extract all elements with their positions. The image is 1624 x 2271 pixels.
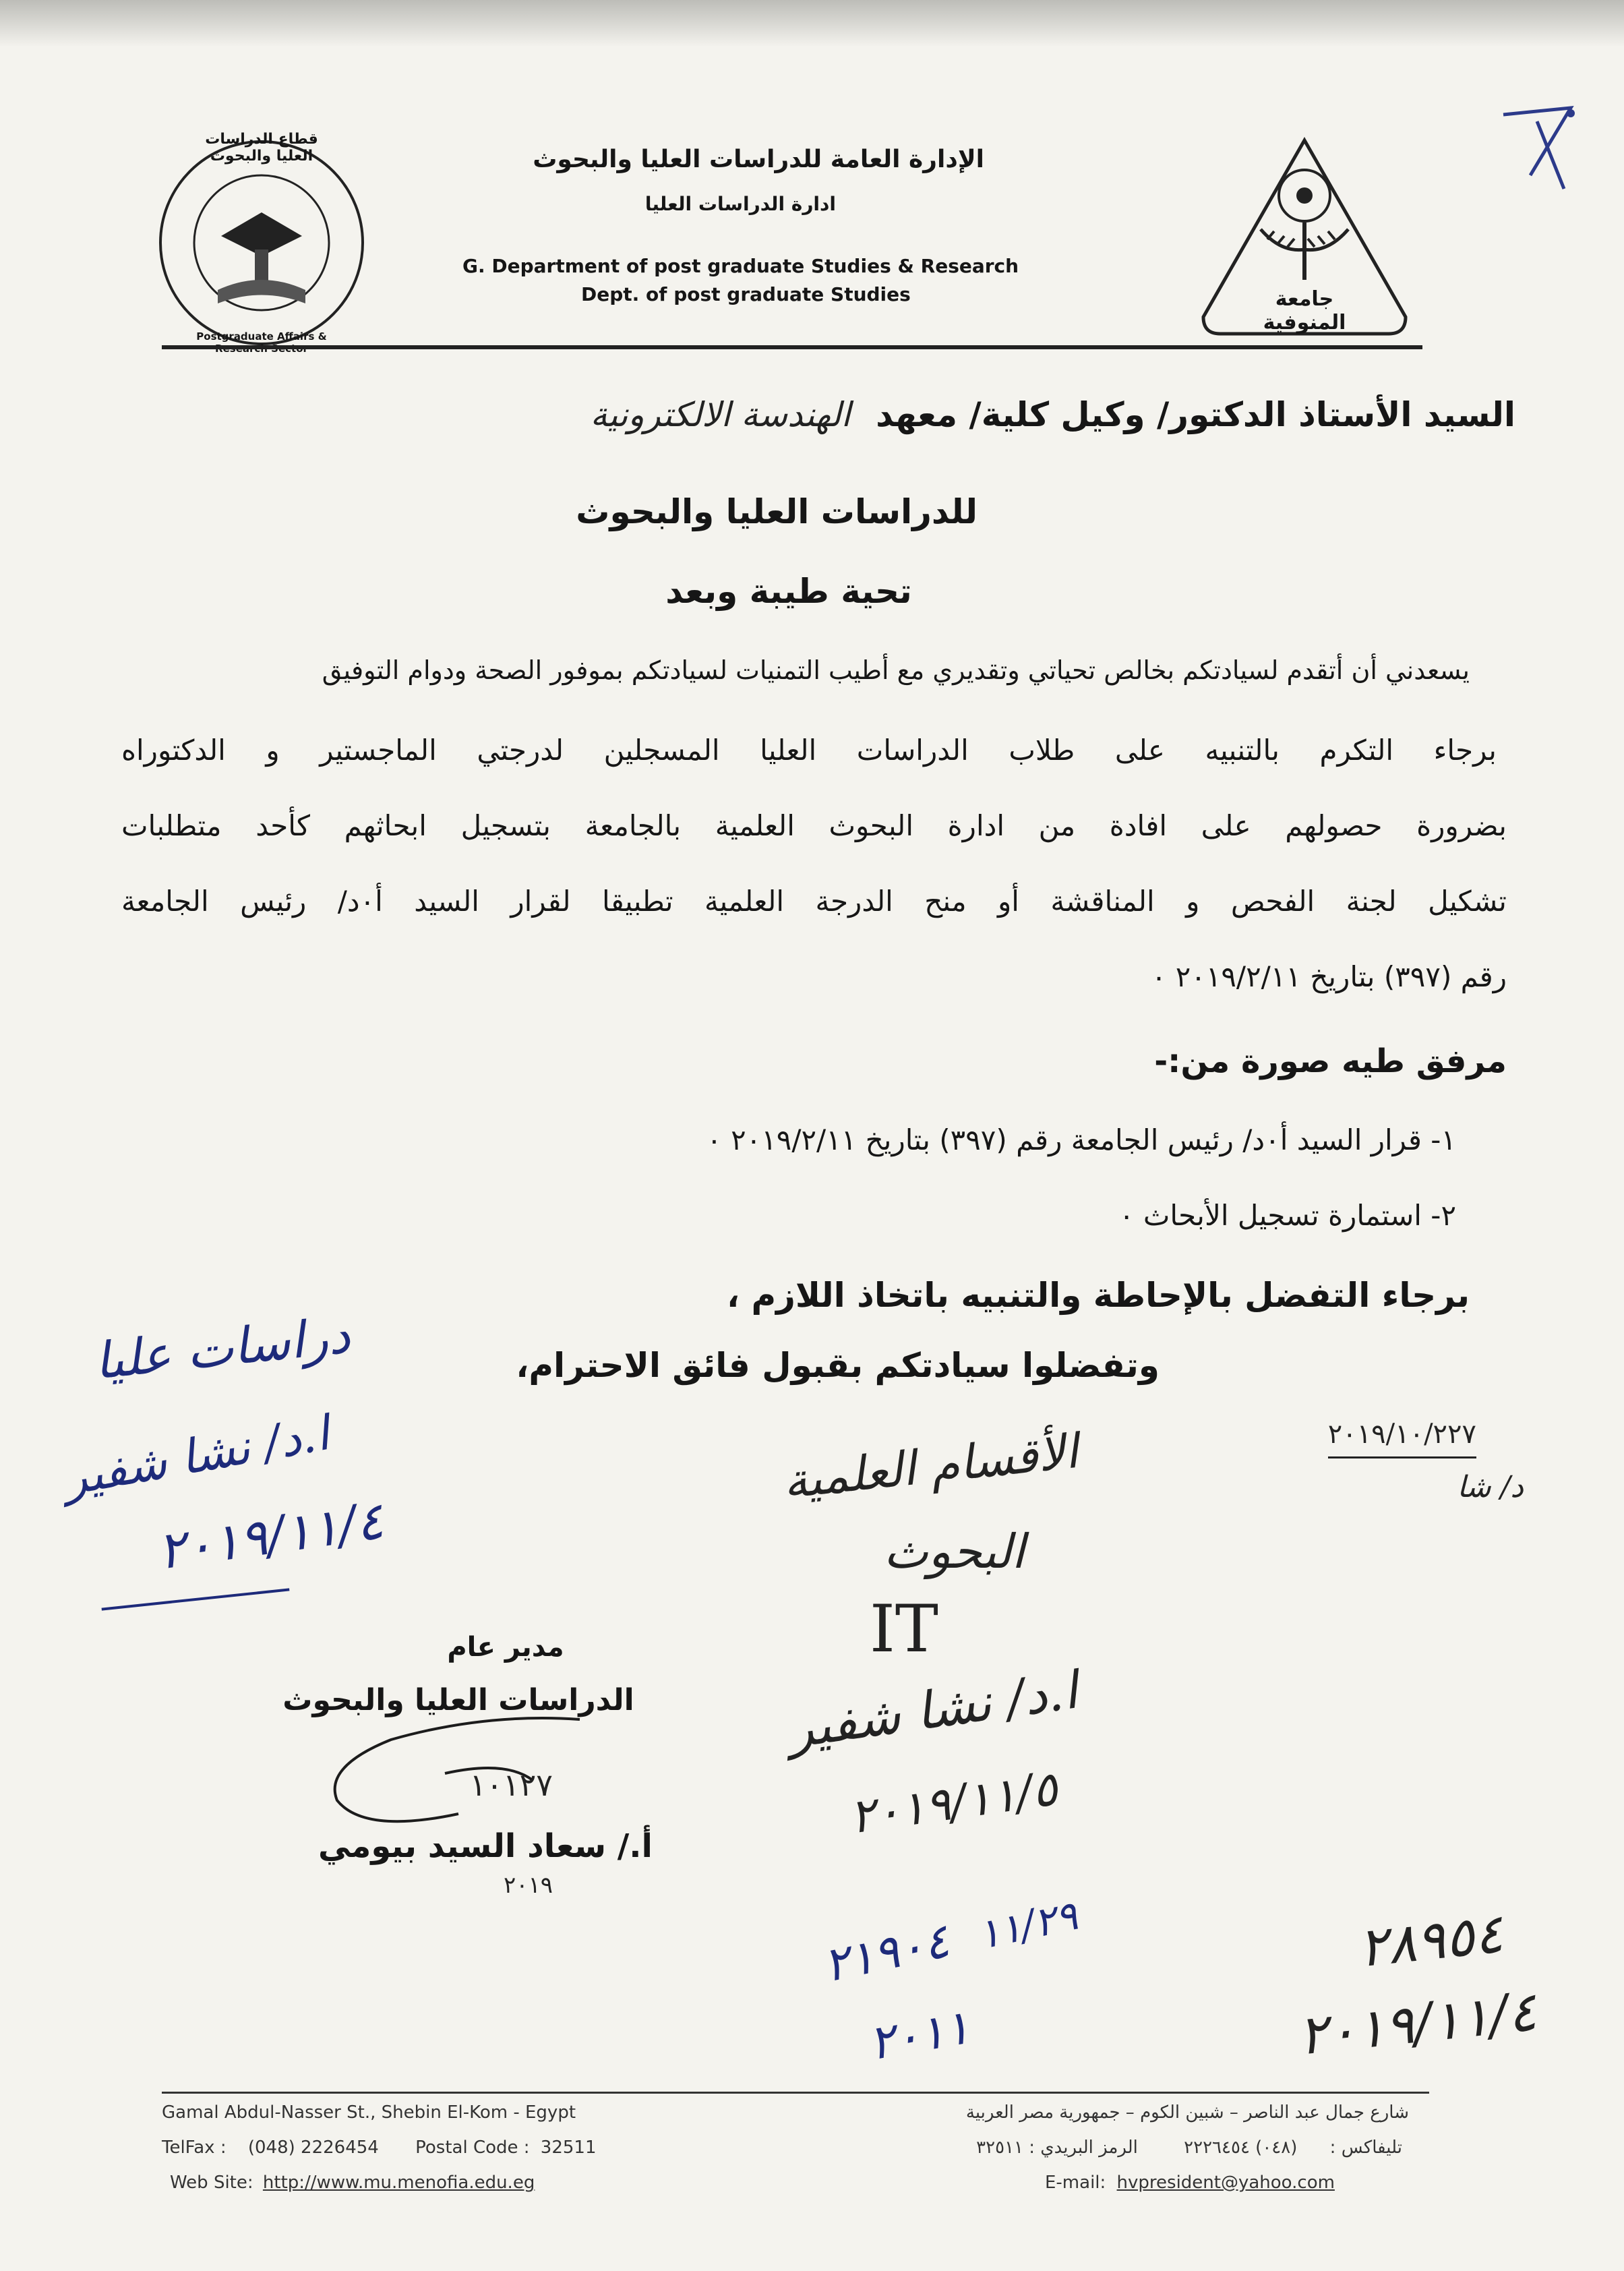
body-line-4: رقم (٣٩٧) بتاريخ ٢٠١٩/٢/١١ ٠ [1151, 960, 1507, 993]
handwritten-bottom-right-2: ٢٠١٩/١١/٤ [1295, 1980, 1540, 2067]
intro-paragraph: يسعدني أن أتقدم لسيادتكم بخالص تحياتي وتقديري مع أطيب التمنيات لسيادتكم بموفور الصحة ودوام التوفيق [322, 655, 1470, 685]
signature-handwritten-year: ٢٠١٩ [503, 1872, 553, 1899]
handwritten-left-2: ا.د/ نشا شفير [59, 1405, 333, 1507]
handwritten-left-1: دراسات عليا [91, 1306, 353, 1391]
header-title-en: G. Department of post graduate Studies & Research [462, 255, 1019, 277]
footer-address-en: Gamal Abdul-Nasser St., Shebin El-Kom - Egypt [162, 2102, 576, 2123]
footer-postal-label: Postal Code : [415, 2137, 530, 2158]
corner-check-mark [1490, 74, 1591, 196]
handwritten-date-top: ٢٠١٩/١٠/٢٢٧ [1327, 1419, 1476, 1450]
signature-role: مدير عام [447, 1632, 564, 1663]
footer-postal-value: 32511 [540, 2137, 597, 2158]
body-line-2: بضرورة حصولهم على افادة من ادارة البحوث العلمية بالجامعة بتسجيل ابحاثهم كأحد متطلبات [121, 809, 1507, 842]
scan-edge-shadow [0, 0, 1624, 47]
greeting: تحية طيبة وبعد [665, 572, 912, 611]
footer-telfax-label: TelFax : [162, 2137, 227, 2158]
closing-line-2: وتفضلوا سيادتكم بقبول فائق الاحترام، [516, 1346, 1160, 1385]
attachment-item-1: ١- قرار السيد أ٠د/ رئيس الجامعة رقم (٣٩٧) بتاريخ ٢٠١٩/٢/١١ ٠ [706, 1123, 1456, 1156]
header-subtitle-en: Dept. of post graduate Studies [581, 283, 911, 305]
footer-postal-ar: الرمز البريدي : ٣٢٥١١ [976, 2137, 1138, 2158]
footer-address-ar: شارع جمال عبد الناصر – شبين الكوم – جمهورية مصر العربية [965, 2102, 1409, 2123]
signature-handwritten-num: ١٠١٢٧ [469, 1767, 553, 1803]
footer-website-link[interactable]: http://www.mu.menofia.edu.eg [262, 2173, 535, 2193]
footer-telfax-value: (048) 2226454 [247, 2137, 379, 2158]
footer-telfax-ar-value: (٠٤٨) ٢٢٢٦٤٥٤ [1184, 2137, 1298, 2158]
footer-telfax-row [162, 2137, 597, 2158]
logo-left-text-en: Postgraduate Affairs & [196, 330, 327, 343]
addressee-handwritten: الهندسة الالكترونية [590, 395, 851, 434]
footer-contact-ar-row [809, 2137, 1402, 2158]
header-divider [162, 345, 1422, 349]
footer-website-label: Web Site: [170, 2173, 253, 2193]
logo-right-text: جامعة المنوفية [1263, 287, 1346, 334]
handwritten-bottom-1: ٢١٩٠٤ [818, 1912, 954, 1993]
footer-divider [162, 2092, 1429, 2094]
handwritten-left-underline [102, 1588, 290, 1610]
footer-website-row [170, 2173, 535, 2193]
handwritten-bottom-right-1: ٢٨٩٥٤ [1355, 1901, 1506, 1980]
body-line-3: تشكيل لجنة الفحص و المناقشة أو منح الدرجة العلمية تطبيقا لقرار السيد أ٠د/ رئيس الجامعة [121, 885, 1507, 918]
handwritten-center-3: IT [870, 1591, 938, 1667]
signature-department: الدراسات العليا والبحوث [282, 1683, 634, 1717]
header-title-ar: الإدارة العامة للدراسات العليا والبحوث [533, 146, 984, 173]
menofia-university-logo [1193, 128, 1416, 344]
logo-left-text-ar: قطاع الدراسات العليا والبحوث [205, 131, 318, 165]
addressee-line2: للدراسات العليا والبحوث [576, 492, 978, 531]
handwritten-center-4: ا.د/ نشا شفير [784, 1659, 1081, 1760]
handwritten-bottom-2: ١١/٢٩ [973, 1891, 1082, 1959]
handwritten-bottom-3: ٢٠١١ [864, 1999, 974, 2071]
handwritten-center-1: الأقسام العلمية [780, 1423, 1081, 1510]
handwritten-left-3: ٢٠١٩/١١/٤ [153, 1490, 388, 1581]
body-line-1: برجاء التكرم بالتنبيه على طلاب الدراسات العليا المسجلين لدرجتي الماجستير و الدكتوراه [121, 734, 1497, 767]
attachment-item-2: ٢- استمارة تسجيل الأبحاث ٠ [1118, 1199, 1456, 1232]
footer-email-label: E-mail: [1045, 2173, 1106, 2193]
handwritten-date-underline [1328, 1456, 1476, 1458]
footer-email-row [1045, 2173, 1335, 2193]
attachments-title: مرفق طيه صورة من:- [1154, 1042, 1507, 1080]
header-subtitle-ar: ادارة الدراسات العليا [644, 193, 836, 215]
handwritten-center-5: ٢٠١٩/١١/٥ [845, 1761, 1061, 1845]
postgraduate-sector-logo [154, 131, 369, 351]
addressee-line [472, 395, 1515, 434]
footer-telfax-ar-label: تليفاكس : [1329, 2137, 1402, 2158]
handwritten-center-2: البحوث [883, 1524, 1025, 1579]
footer-email-link[interactable]: hvpresident@yahoo.com [1116, 2173, 1335, 2193]
closing-line-1: برجاء التفضل بالإحاطة والتنبيه باتخاذ اللازم ، [727, 1276, 1470, 1315]
signature-name: أ./ سعاد السيد بيومي [318, 1827, 653, 1865]
addressee-printed: السيد الأستاذ الدكتور/ وكيل كلية/ معهد [876, 395, 1515, 434]
handwritten-initial-top: د/ شا [1457, 1470, 1524, 1504]
